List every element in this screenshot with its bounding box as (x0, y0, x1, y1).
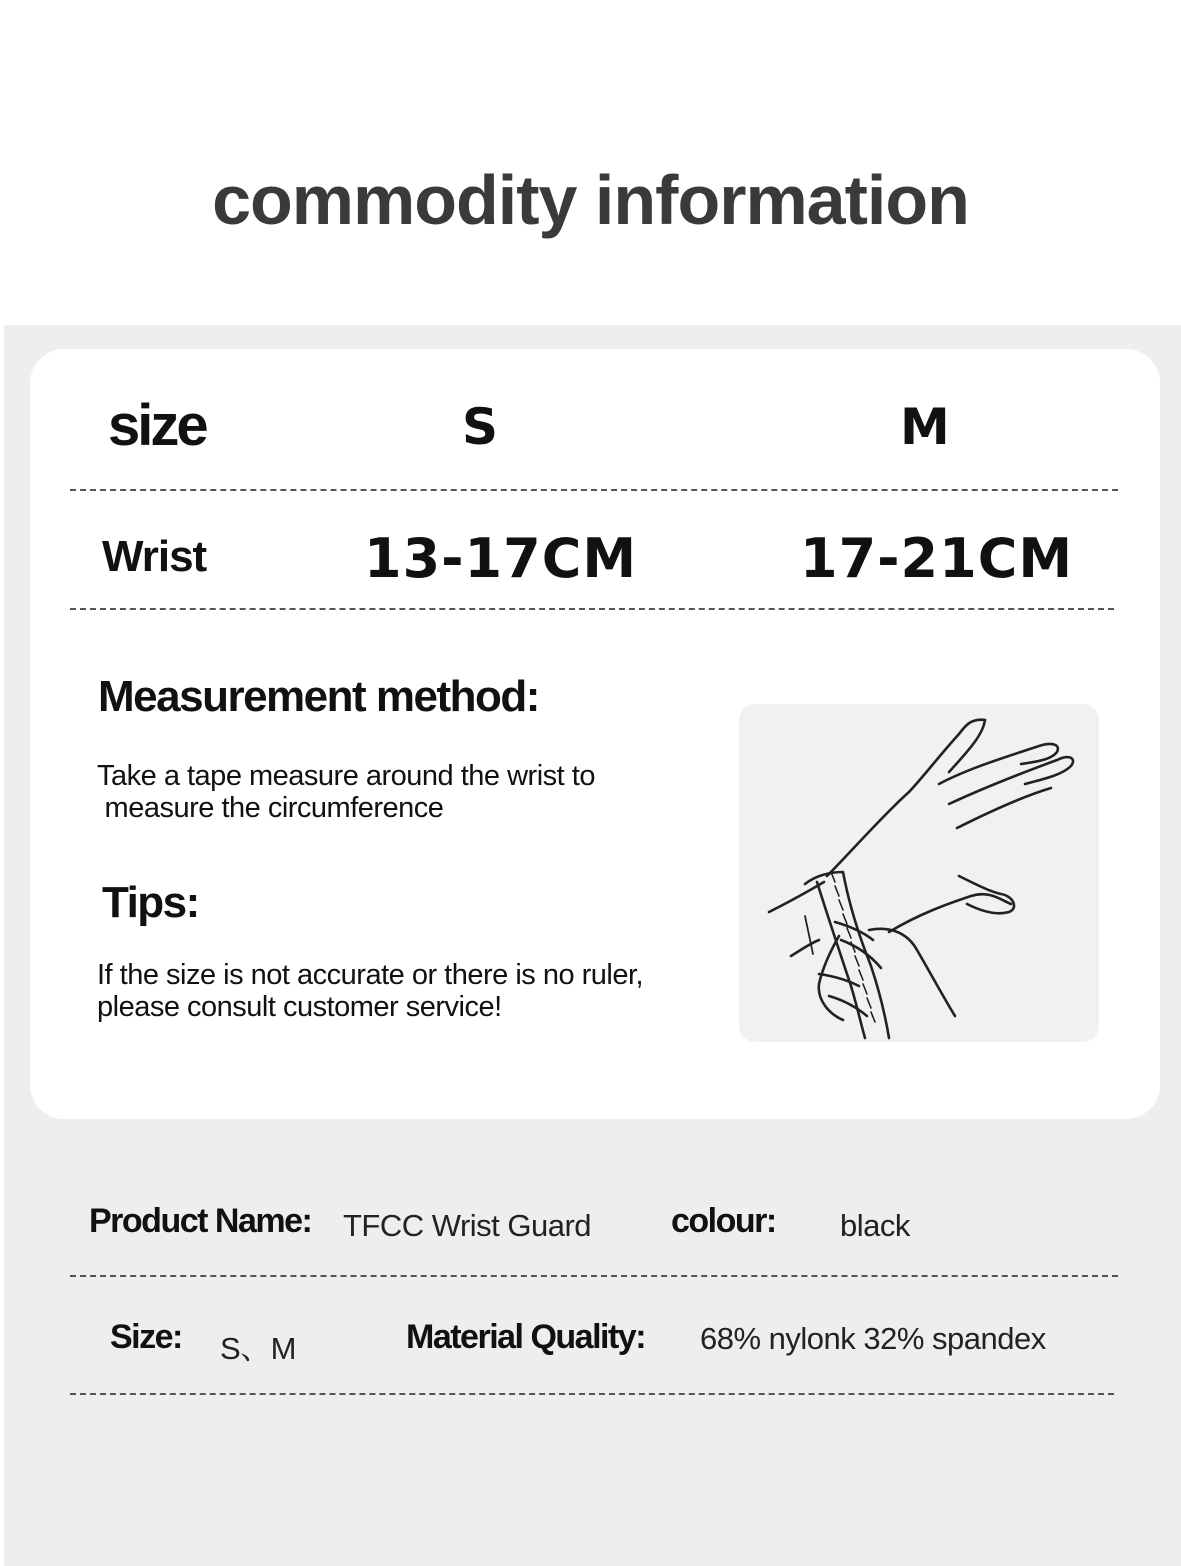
size-col-s: S (462, 398, 499, 456)
colour-label: colour: (671, 1202, 776, 1240)
colour-value: black (840, 1208, 910, 1243)
hand-measuring-wrist-icon (739, 704, 1099, 1042)
wrist-label: Wrist (102, 532, 207, 581)
wrist-size-m: 17-21CM (800, 527, 1074, 590)
material-value: 68% nylonk 32% spandex (700, 1321, 1046, 1356)
product-name-value: TFCC Wrist Guard (343, 1208, 592, 1243)
spec-divider-2 (70, 1393, 1114, 1395)
tips-heading: Tips: (102, 878, 199, 927)
spec-divider-1 (70, 1275, 1118, 1277)
tips-text-line1: If the size is not accurate or there is no ruler, (97, 959, 644, 991)
wrist-size-s: 13-17CM (364, 527, 638, 590)
measurement-text-line1: Take a tape measure around the wrist to (97, 760, 595, 792)
product-name-label: Product Name: (89, 1202, 312, 1240)
measurement-heading: Measurement method: (98, 672, 539, 721)
size-spec-value: S、M (220, 1331, 296, 1366)
size-table-divider-1 (70, 489, 1118, 491)
tips-text-line2: please consult customer service! (97, 991, 502, 1023)
size-col-m: M (900, 398, 950, 456)
material-label: Material Quality: (406, 1318, 646, 1356)
size-spec-label: Size: (110, 1318, 182, 1356)
measurement-text-line2: measure the circumference (97, 792, 444, 824)
size-header-label: size (108, 393, 206, 458)
page-title: commodity information (212, 161, 969, 239)
size-table-divider-2 (70, 608, 1114, 610)
